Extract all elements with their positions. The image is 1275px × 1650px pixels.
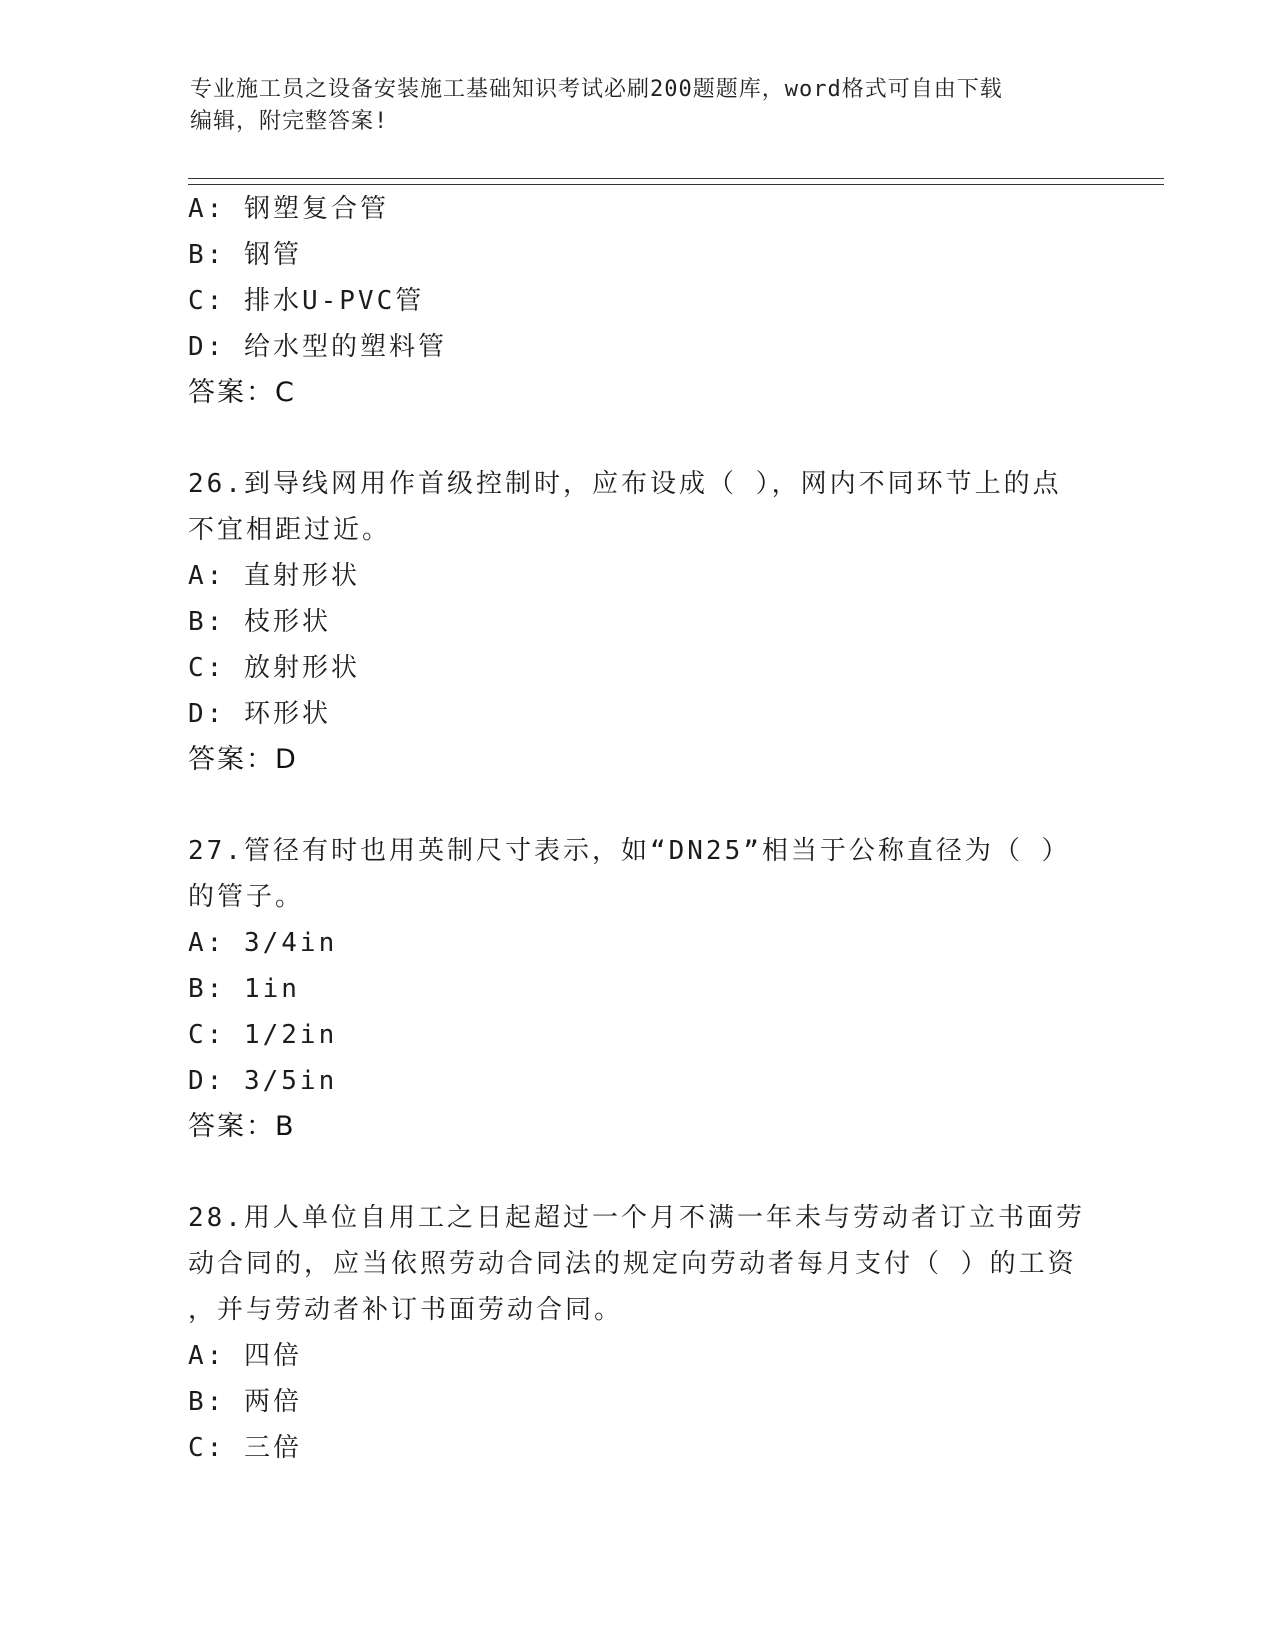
header-divider-top [188, 178, 1164, 179]
question-stem-line: 28.用人单位自用工之日起超过一个月不满一年未与劳动者订立书面劳 [188, 1203, 1085, 1233]
question-27 [188, 828, 1088, 1150]
spacer [188, 416, 1088, 461]
spacer [188, 783, 1088, 828]
option-b: B: 钢管 [188, 240, 302, 270]
option-b: B: 枝形状 [188, 607, 331, 637]
option-c: C: 1/2in [188, 1020, 338, 1050]
option-a: A: 钢塑复合管 [188, 194, 389, 224]
answer-line: 答案：D [188, 744, 298, 775]
header-title-line-1: 专业施工员之设备安装施工基础知识考试必刷200题题库，word格式可自由下载 [190, 77, 1003, 102]
option-d: D: 环形状 [188, 699, 331, 729]
question-28 [188, 1195, 1088, 1471]
question-list [188, 186, 1088, 1471]
option-c: C: 三倍 [188, 1433, 302, 1463]
option-d: D: 给水型的塑料管 [188, 332, 447, 362]
option-c: C: 排水U-PVC管 [188, 286, 425, 316]
option-b: B: 1in [188, 974, 300, 1004]
option-a: A: 直射形状 [188, 561, 360, 591]
header-title-line-2: 编辑，附完整答案! [190, 109, 389, 134]
option-c: C: 放射形状 [188, 653, 360, 683]
question-stem-line: 的管子。 [188, 882, 305, 912]
answer-line: 答案：B [188, 1111, 296, 1142]
option-d: D: 3/5in [188, 1066, 338, 1096]
question-25-tail [188, 186, 1088, 416]
question-stem-line: ，并与劳动者补订书面劳动合同。 [188, 1295, 624, 1325]
option-a: A: 3/4in [188, 928, 338, 958]
question-stem-line: 27.管径有时也用英制尺寸表示，如“DN25”相当于公称直径为（ ） [188, 836, 1071, 866]
option-a: A: 四倍 [188, 1341, 302, 1371]
question-26 [188, 461, 1088, 783]
spacer [188, 1150, 1088, 1195]
answer-line: 答案：C [188, 377, 296, 408]
question-stem-line: 26.到导线网用作首级控制时，应布设成（ ），网内不同环节上的点 [188, 469, 1062, 499]
question-stem-line: 动合同的，应当依照劳动合同法的规定向劳动者每月支付（ ）的工资 [188, 1249, 1077, 1279]
header-divider-bottom [188, 184, 1164, 185]
document-header [190, 74, 1090, 138]
option-b: B: 两倍 [188, 1387, 302, 1417]
question-stem-line: 不宜相距过近。 [188, 515, 392, 545]
